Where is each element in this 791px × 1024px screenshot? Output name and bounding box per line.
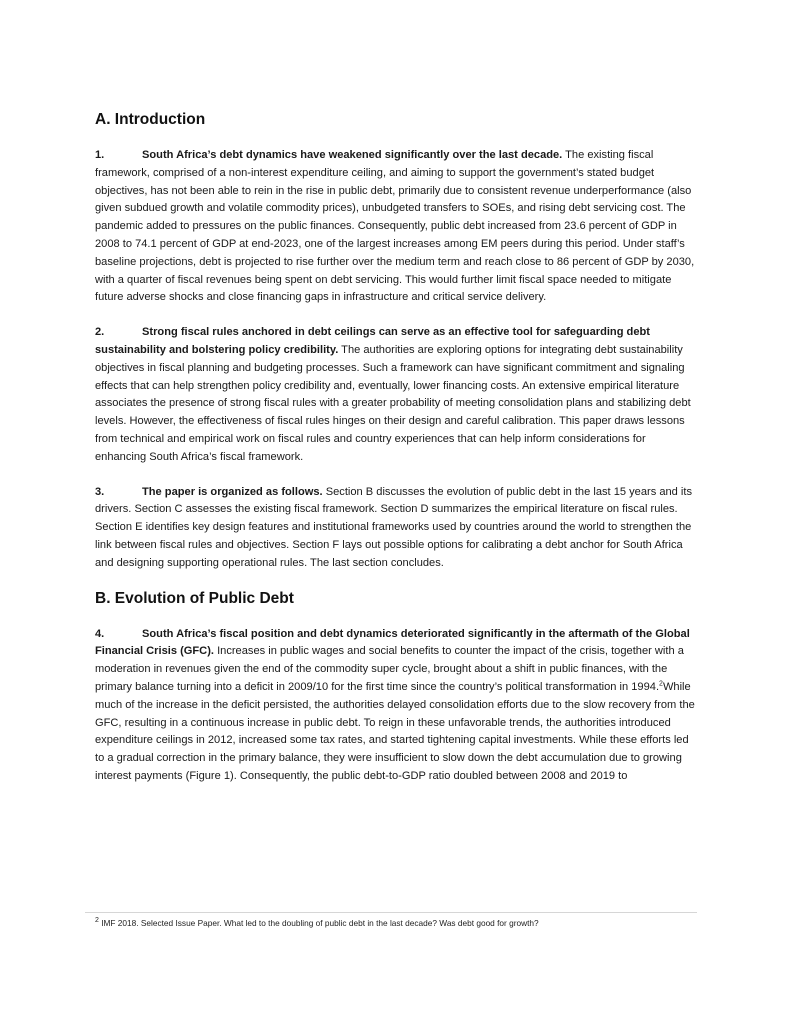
paragraph-body: The existing fiscal framework, comprised of a non-interest expenditure ceiling, and aiming to support the government’s stated budget objectives, has not been able to rein in the rise in public debt, primarily due to consistent revenue underperformance (also given subdued growth and volatile commodity prices), unbudgeted transfers to SOEs, and rising debt servicing cost. The pandemic added to pressures on the public finances. Consequently, public debt increased from 23.6 percent of GDP in 2008 to 74.1 percent of GDP at end-2023, one of the largest increases among EM peers during this period. Under staff’s baseline projections, debt is projected to rise further over the medium term and reach close to 86 percent of GDP by 2030, with a quarter of fiscal revenues being spent on debt servicing. This would further limit fiscal space needed to mitigate future adverse shocks and close financing gaps in infrastructure and critical service delivery. (95, 149, 695, 304)
paragraph-4 (95, 626, 698, 786)
paragraph-body: Increases in public wages and social benefits to counter the impact of the crisis, together with a moderation in revenues given the end of the commodity super cycle, brought about a shift in public finances, with the primary balance turning into a deficit in 2009/10 for the first time since the country’s political transformation in 1994. (95, 645, 684, 693)
paragraph-1 (95, 147, 698, 307)
paragraph-number: 2. (95, 326, 105, 339)
section-a-heading: A. Introduction (95, 111, 206, 128)
footnote-divider (85, 912, 697, 913)
footnote (95, 917, 695, 929)
section-b-heading: B. Evolution of Public Debt (95, 589, 294, 607)
paragraph-2 (95, 324, 698, 466)
footnote-reference[interactable]: 2 (659, 680, 663, 688)
footnote-marker: 2 (95, 917, 99, 925)
paragraph-body-continued: While much of the increase in the deficit persisted, the authorities delayed consolidation efforts due to the slow recovery from the GFC, resulting in a continuous increase in public debt. To reign in these unfavorable trends, the authorities introduced expenditure ceilings in 2012, increased some tax rates, and started tightening capital investments. While these efforts led to a gradual correction in the primary balance, they were insufficient to slow down the debt accumulation due to growing interest payments (Figure 1). Consequently, the public debt-to-GDP ratio doubled between 2008 and 2019 to (95, 680, 695, 782)
paragraph-body: Section B discusses the evolution of public debt in the last 15 years and its drivers. Section C assesses the existing fiscal framework. Section D summarizes the empirical literature on fiscal rules. Section E identifies key design features and institutional frameworks used by countries around the world to strengthen the link between fiscal rules and objectives. Section F lays out possible options for calibrating a debt anchor for South Africa and designing supporting operational rules. The last section concludes. (95, 485, 693, 569)
paragraph-number: 3. (95, 485, 105, 498)
page-content (95, 109, 698, 786)
footnote-text: IMF 2018. Selected Issue Paper. What led to the doubling of public debt in the last decade? Was debt good for growth? (98, 918, 539, 928)
paragraph-number: 1. (95, 149, 105, 161)
paragraph-lead: Strong fiscal rules anchored in debt ceilings can serve as an effective tool for safeguarding debt sustainability and bolstering policy credibility. (95, 326, 650, 356)
paragraph-3 (95, 484, 698, 573)
paragraph-lead: The paper is organized as follows. (142, 485, 323, 498)
paragraph-lead: South Africa’s fiscal position and debt dynamics deteriorated significantly in the aftermath of the Global Financial Crisis (GFC). (95, 627, 690, 658)
paragraph-lead: South Africa’s debt dynamics have weakened significantly over the last decade. (142, 149, 563, 161)
paragraph-number: 4. (95, 627, 105, 640)
paragraph-body: The authorities are exploring options for integrating debt sustainability objectives in fiscal planning and budgeting processes. Such a framework can have significant commitment and signaling effects that can help strengthen policy credibility and, eventually, lower financing costs. An extensive empirical literature associates the presence of strong fiscal rules with a greater probability of meeting consolidation plans and stabilizing debt levels. However, the effectiveness of fiscal rules hinges on their design and careful calibration. This paper draws lessons from technical and empirical work on fiscal rules and country experiences that can help inform considerations for enhancing South Africa’s fiscal framework. (95, 343, 691, 463)
